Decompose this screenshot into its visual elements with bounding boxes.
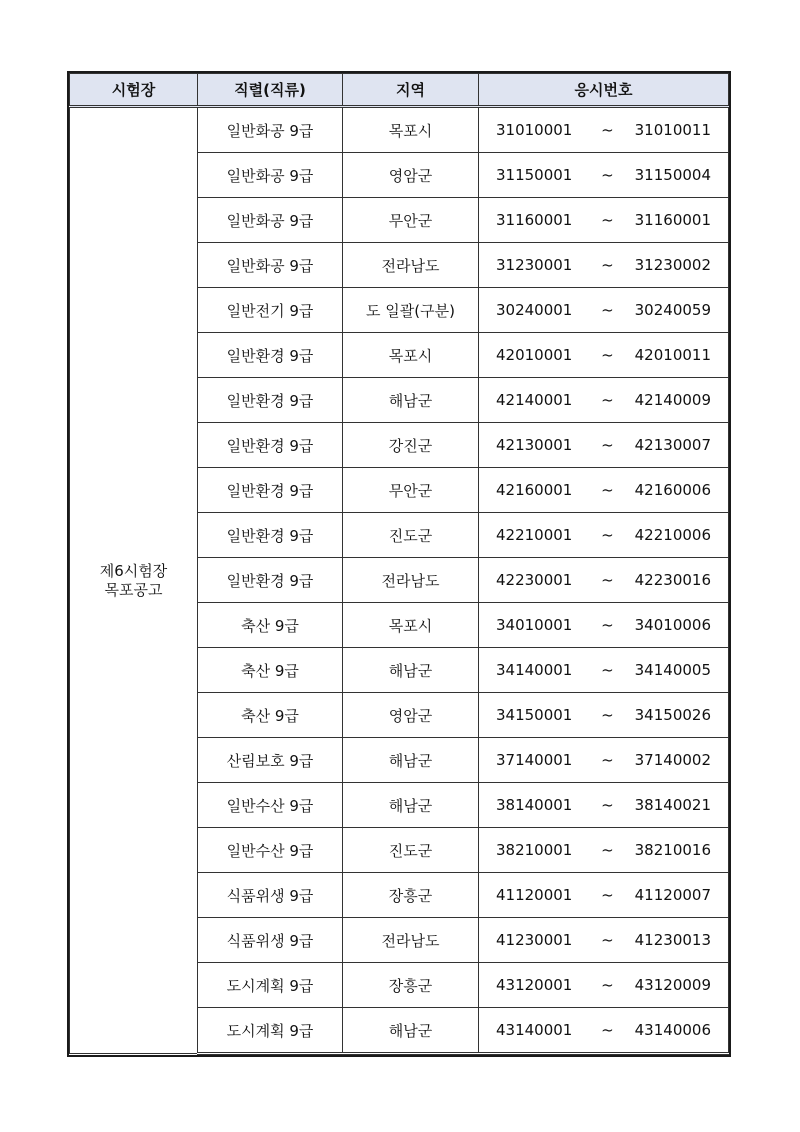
- region-cell: 진도군: [343, 513, 479, 558]
- range-tilde: ~: [601, 931, 614, 949]
- exam-number-range: [479, 1021, 728, 1039]
- exam-number-from: 42230001: [496, 571, 573, 589]
- exam-number-cell: [479, 1008, 729, 1054]
- exam-number-cell: [479, 378, 729, 423]
- exam-number-to: 34010006: [634, 616, 711, 634]
- exam-number-from: 31160001: [496, 211, 573, 229]
- exam-number-from: 34140001: [496, 661, 573, 679]
- exam-number-range: [479, 661, 728, 679]
- exam-number-from: 42130001: [496, 436, 573, 454]
- range-tilde: ~: [601, 751, 614, 769]
- exam-number-from: 34010001: [496, 616, 573, 634]
- exam-number-to: 31160001: [634, 211, 711, 229]
- region-cell: 목포시: [343, 333, 479, 378]
- job-cell: 일반수산 9급: [198, 828, 343, 873]
- exam-number-to: 42210006: [634, 526, 711, 544]
- header-job: 직렬(직류): [198, 74, 343, 107]
- job-cell: 일반화공 9급: [198, 107, 343, 153]
- exam-number-cell: [479, 333, 729, 378]
- region-cell: 장흥군: [343, 873, 479, 918]
- exam-number-range: [479, 616, 728, 634]
- region-cell: 전라남도: [343, 918, 479, 963]
- region-cell: 영암군: [343, 693, 479, 738]
- exam-number-cell: [479, 738, 729, 783]
- exam-number-range: [479, 886, 728, 904]
- exam-number-cell: [479, 603, 729, 648]
- exam-number-cell: [479, 153, 729, 198]
- range-tilde: ~: [601, 1021, 614, 1039]
- exam-number-range: [479, 706, 728, 724]
- job-cell: 일반화공 9급: [198, 243, 343, 288]
- table-header-row: [70, 74, 729, 107]
- exam-number-from: 37140001: [496, 751, 573, 769]
- exam-number-to: 31230002: [634, 256, 711, 274]
- exam-number-range: [479, 436, 728, 454]
- exam-number-cell: [479, 198, 729, 243]
- region-cell: 강진군: [343, 423, 479, 468]
- exam-number-to: 43140006: [634, 1021, 711, 1039]
- exam-number-range: [479, 571, 728, 589]
- region-cell: 해남군: [343, 1008, 479, 1054]
- exam-number-cell: [479, 107, 729, 153]
- exam-number-from: 30240001: [496, 301, 573, 319]
- region-cell: 전라남도: [343, 558, 479, 603]
- exam-number-from: 41230001: [496, 931, 573, 949]
- exam-number-cell: [479, 558, 729, 603]
- range-tilde: ~: [601, 886, 614, 904]
- job-cell: 축산 9급: [198, 693, 343, 738]
- exam-number-range: [479, 121, 728, 139]
- exam-number-to: 30240059: [634, 301, 711, 319]
- exam-number-range: [479, 391, 728, 409]
- exam-number-to: 37140002: [634, 751, 711, 769]
- exam-number-from: 38210001: [496, 841, 573, 859]
- job-cell: 일반환경 9급: [198, 423, 343, 468]
- range-tilde: ~: [601, 256, 614, 274]
- exam-number-from: 38140001: [496, 796, 573, 814]
- exam-number-range: [479, 931, 728, 949]
- header-exam-number: 응시번호: [479, 74, 729, 107]
- job-cell: 일반환경 9급: [198, 513, 343, 558]
- exam-number-from: 42210001: [496, 526, 573, 544]
- job-cell: 일반환경 9급: [198, 558, 343, 603]
- exam-number-to: 42010011: [634, 346, 711, 364]
- exam-assignment-table-frame: [67, 71, 731, 1057]
- exam-number-cell: [479, 243, 729, 288]
- exam-number-to: 41120007: [634, 886, 711, 904]
- exam-number-from: 43140001: [496, 1021, 573, 1039]
- exam-number-cell: [479, 648, 729, 693]
- exam-number-to: 42140009: [634, 391, 711, 409]
- region-cell: 무안군: [343, 198, 479, 243]
- exam-number-range: [479, 796, 728, 814]
- exam-number-range: [479, 526, 728, 544]
- exam-number-to: 42130007: [634, 436, 711, 454]
- job-cell: 축산 9급: [198, 648, 343, 693]
- header-region: 지역: [343, 74, 479, 107]
- exam-assignment-table: [69, 73, 729, 1055]
- range-tilde: ~: [601, 571, 614, 589]
- region-cell: 해남군: [343, 783, 479, 828]
- job-cell: 일반환경 9급: [198, 468, 343, 513]
- table-body: [70, 107, 729, 1054]
- range-tilde: ~: [601, 211, 614, 229]
- region-cell: 무안군: [343, 468, 479, 513]
- exam-number-cell: [479, 693, 729, 738]
- job-cell: 식품위생 9급: [198, 873, 343, 918]
- range-tilde: ~: [601, 346, 614, 364]
- exam-number-from: 42140001: [496, 391, 573, 409]
- exam-number-range: [479, 346, 728, 364]
- exam-number-cell: [479, 963, 729, 1008]
- region-cell: 진도군: [343, 828, 479, 873]
- job-cell: 식품위생 9급: [198, 918, 343, 963]
- region-cell: 해남군: [343, 378, 479, 423]
- exam-site-line: 제6시험장: [99, 561, 168, 580]
- region-cell: 해남군: [343, 738, 479, 783]
- exam-number-from: 34150001: [496, 706, 573, 724]
- exam-number-range: [479, 166, 728, 184]
- job-cell: 산림보호 9급: [198, 738, 343, 783]
- header-site: 시험장: [70, 74, 198, 107]
- exam-number-cell: [479, 423, 729, 468]
- exam-number-cell: [479, 828, 729, 873]
- job-cell: 일반전기 9급: [198, 288, 343, 333]
- region-cell: 목포시: [343, 107, 479, 153]
- exam-number-to: 42230016: [634, 571, 711, 589]
- exam-number-range: [479, 256, 728, 274]
- range-tilde: ~: [601, 661, 614, 679]
- exam-number-cell: [479, 873, 729, 918]
- exam-number-cell: [479, 918, 729, 963]
- exam-number-from: 42010001: [496, 346, 573, 364]
- range-tilde: ~: [601, 841, 614, 859]
- range-tilde: ~: [601, 976, 614, 994]
- exam-number-to: 38210016: [634, 841, 711, 859]
- exam-number-to: 34150026: [634, 706, 711, 724]
- exam-number-from: 43120001: [496, 976, 573, 994]
- job-cell: 일반환경 9급: [198, 378, 343, 423]
- exam-number-from: 31150001: [496, 166, 573, 184]
- range-tilde: ~: [601, 301, 614, 319]
- exam-number-cell: [479, 288, 729, 333]
- exam-number-to: 34140005: [634, 661, 711, 679]
- region-cell: 영암군: [343, 153, 479, 198]
- exam-number-cell: [479, 513, 729, 558]
- job-cell: 축산 9급: [198, 603, 343, 648]
- exam-number-to: 38140021: [634, 796, 711, 814]
- exam-number-from: 42160001: [496, 481, 573, 499]
- range-tilde: ~: [601, 796, 614, 814]
- range-tilde: ~: [601, 526, 614, 544]
- exam-number-to: 31010011: [634, 121, 711, 139]
- range-tilde: ~: [601, 436, 614, 454]
- exam-number-from: 41120001: [496, 886, 573, 904]
- exam-number-to: 41230013: [634, 931, 711, 949]
- exam-number-cell: [479, 783, 729, 828]
- job-cell: 일반환경 9급: [198, 333, 343, 378]
- region-cell: 목포시: [343, 603, 479, 648]
- exam-number-to: 43120009: [634, 976, 711, 994]
- exam-number-range: [479, 841, 728, 859]
- region-cell: 도 일괄(구분): [343, 288, 479, 333]
- region-cell: 전라남도: [343, 243, 479, 288]
- exam-site-cell: [70, 107, 198, 1054]
- exam-number-from: 31230001: [496, 256, 573, 274]
- exam-number-range: [479, 976, 728, 994]
- table-row: [70, 107, 729, 153]
- exam-number-to: 31150004: [634, 166, 711, 184]
- job-cell: 일반수산 9급: [198, 783, 343, 828]
- exam-number-range: [479, 481, 728, 499]
- job-cell: 일반화공 9급: [198, 153, 343, 198]
- range-tilde: ~: [601, 481, 614, 499]
- exam-number-cell: [479, 468, 729, 513]
- exam-number-from: 31010001: [496, 121, 573, 139]
- exam-number-range: [479, 751, 728, 769]
- region-cell: 해남군: [343, 648, 479, 693]
- exam-number-range: [479, 301, 728, 319]
- exam-site-line: 목포공고: [104, 580, 163, 599]
- job-cell: 일반화공 9급: [198, 198, 343, 243]
- job-cell: 도시계획 9급: [198, 1008, 343, 1054]
- range-tilde: ~: [601, 121, 614, 139]
- range-tilde: ~: [601, 166, 614, 184]
- exam-number-to: 42160006: [634, 481, 711, 499]
- range-tilde: ~: [601, 706, 614, 724]
- range-tilde: ~: [601, 616, 614, 634]
- exam-number-range: [479, 211, 728, 229]
- range-tilde: ~: [601, 391, 614, 409]
- region-cell: 장흥군: [343, 963, 479, 1008]
- job-cell: 도시계획 9급: [198, 963, 343, 1008]
